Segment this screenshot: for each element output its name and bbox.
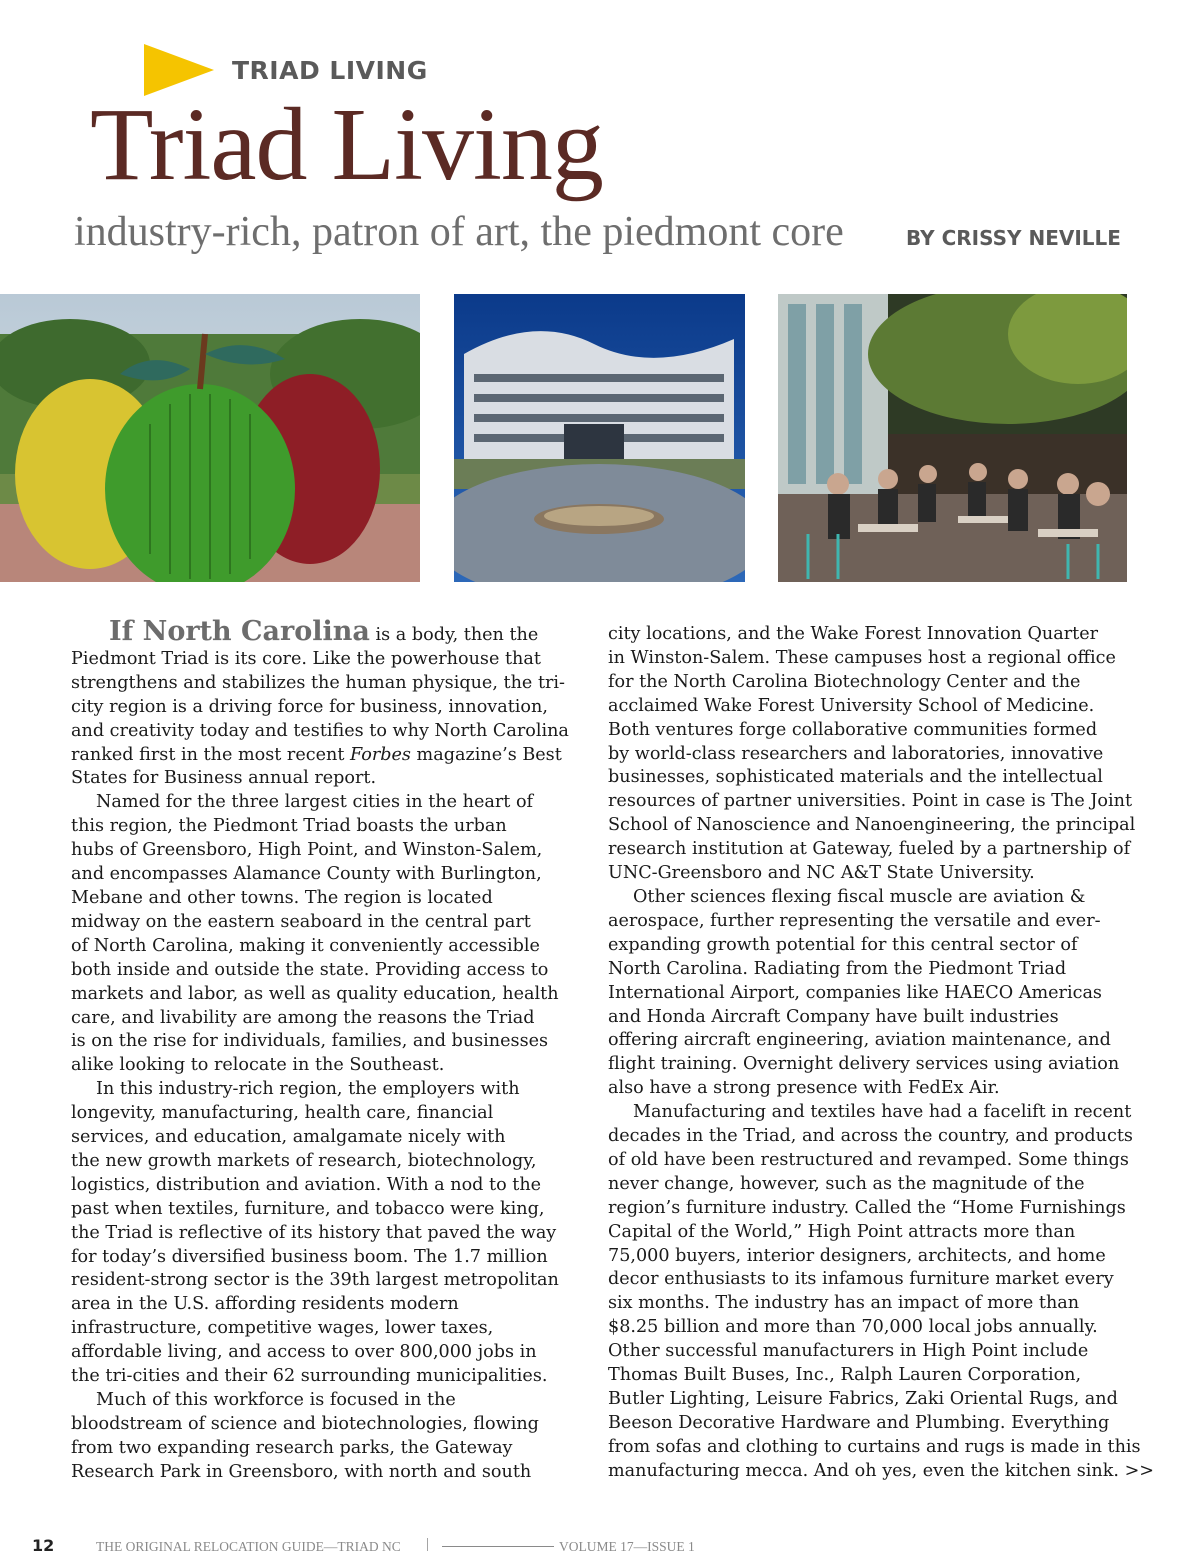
magazine-name: Forbes <box>350 744 411 765</box>
article-subtitle: industry-rich, patron of art, the piedmont core <box>74 209 844 255</box>
article-column-right <box>608 623 1155 1484</box>
apple-sculptures-photo <box>0 294 420 582</box>
outdoor-dining-street-photo <box>778 294 1127 582</box>
volume-issue: VOLUME 17—ISSUE 1 <box>559 1539 695 1554</box>
footer-separator: | <box>426 1536 430 1552</box>
section-label: TRIAD LIVING <box>232 56 428 85</box>
article-paragraph: Other sciences flexing fiscal muscle are aviation & aerospace, further representing the versatile and ever- expanding growth potential for this central sector of North Carolina. Radiating from the Piedmont Triad International Airport, companies like HAECO Americas and Honda Aircraft Company have built industries offering aircraft engineering, aviation maintenance, and flight training. Overnight delivery services using aviation also have a strong presence with FedEx Air. <box>608 886 1120 1099</box>
page-number: 12 <box>32 1536 55 1555</box>
article-column-left <box>71 616 571 1485</box>
article-paragraph: In this industry-rich region, the employers with longevity, manufacturing, health care, financial services, and education, amalgamate nicely with the new growth markets of research, biotechnology, logistics, distribution and aviation. With a nod to the past when textiles, furniture, and tobacco were king, the Triad is reflective of its history that paved the way for today’s diversified business boom. The 1.7 million resident-strong sector is the 39th largest metropolitan area in the U.S. affording residents modern infrastructure, competitive wages, lower taxes, affordable living, and access to over 800,000 jobs in the tri-cities and their 62 surrounding municipalities. <box>71 1079 559 1387</box>
article-paragraph: Much of this workforce is focused in the bloodstream of science and biotechnologies, flowing from two expanding research parks, the Gateway Research Park in Greensboro, with north and south <box>71 1390 539 1482</box>
article-byline: BY CRISSY NEVILLE <box>906 226 1121 250</box>
article-lead-words: If North Carolina <box>109 616 370 647</box>
modern-building-fountain-photo <box>454 294 745 582</box>
article-paragraph: city locations, and the Wake Forest Innovation Quarter in Winston-Salem. These campuses host a regional office for the North Carolina Biotechnology Center and the acclaimed Wake Forest University School of Medicine. Both ventures forge collaborative communities formed by world-class researchers and laboratories, innovative businesses, sophisticated materials and the intellectual resources of partner universities. Point in case is The Joint School of Nanoscience and Nanoengineering, the principal research institution at Gateway, fueled by a partnership of UNC-Greensboro and NC A&T State University. <box>608 624 1136 884</box>
article-paragraph: Manufacturing and textiles have had a facelift in recent decades in the Triad, and across the country, and products of old have been restructured and revamped. Some things never change, however, such as the magnitude of the region’s furniture industry. Called the “Home Furnishings Capital of the World,” High Point attracts more than 75,000 buyers, interior designers, architects, and home decor enthusiasts to its infamous furniture market every six months. The industry has an impact of more than $8.25 billion and more than 70,000 local jobs annually. Other successful manufacturers in High Point include Thomas Built Buses, Inc., Ralph Lauren Corporation, Butler Lighting, Leisure Fabrics, Zaki Oriental Rugs, and Beeson Decorative Hardware and Plumbing. Everything from sofas and clothing to curtains and rugs is made in this manufacturing mecca. And oh yes, even the kitchen sink. >> <box>608 1101 1148 1484</box>
article-paragraph: If North Carolina is a body, then the Piedmont Triad is its core. Like the powerhouse that strengthens and stabilizes the human physique, the tri- city region is a driving force for business, innovation, and creativity today and testifies to why North Carolina ranked first in the most recent Forbes magazine’s Best States for Business annual report. <box>71 616 569 789</box>
publication-name: THE ORIGINAL RELOCATION GUIDE—TRIAD NC <box>96 1539 401 1554</box>
continue-marker: manufacturing mecca. And oh yes, even the kitchen sink. >> <box>608 1460 1155 1481</box>
article-title: Triad Living <box>90 87 603 202</box>
article-paragraph: Named for the three largest cities in the heart of this region, the Piedmont Triad boasts the urban hubs of Greensboro, High Point, and Winston-Salem, and encompasses Alamance County with Burlington, Mebane and other towns. The region is located midway on the eastern seaboard in the central part of North Carolina, making it conveniently accessible both inside and outside the state. Providing access to markets and labor, as well as quality education, health care, and livability are among the reasons the Triad is on the rise for individuals, families, and businesses alike looking to relocate in the Southeast. <box>71 792 559 1076</box>
footer-rule <box>442 1546 554 1547</box>
